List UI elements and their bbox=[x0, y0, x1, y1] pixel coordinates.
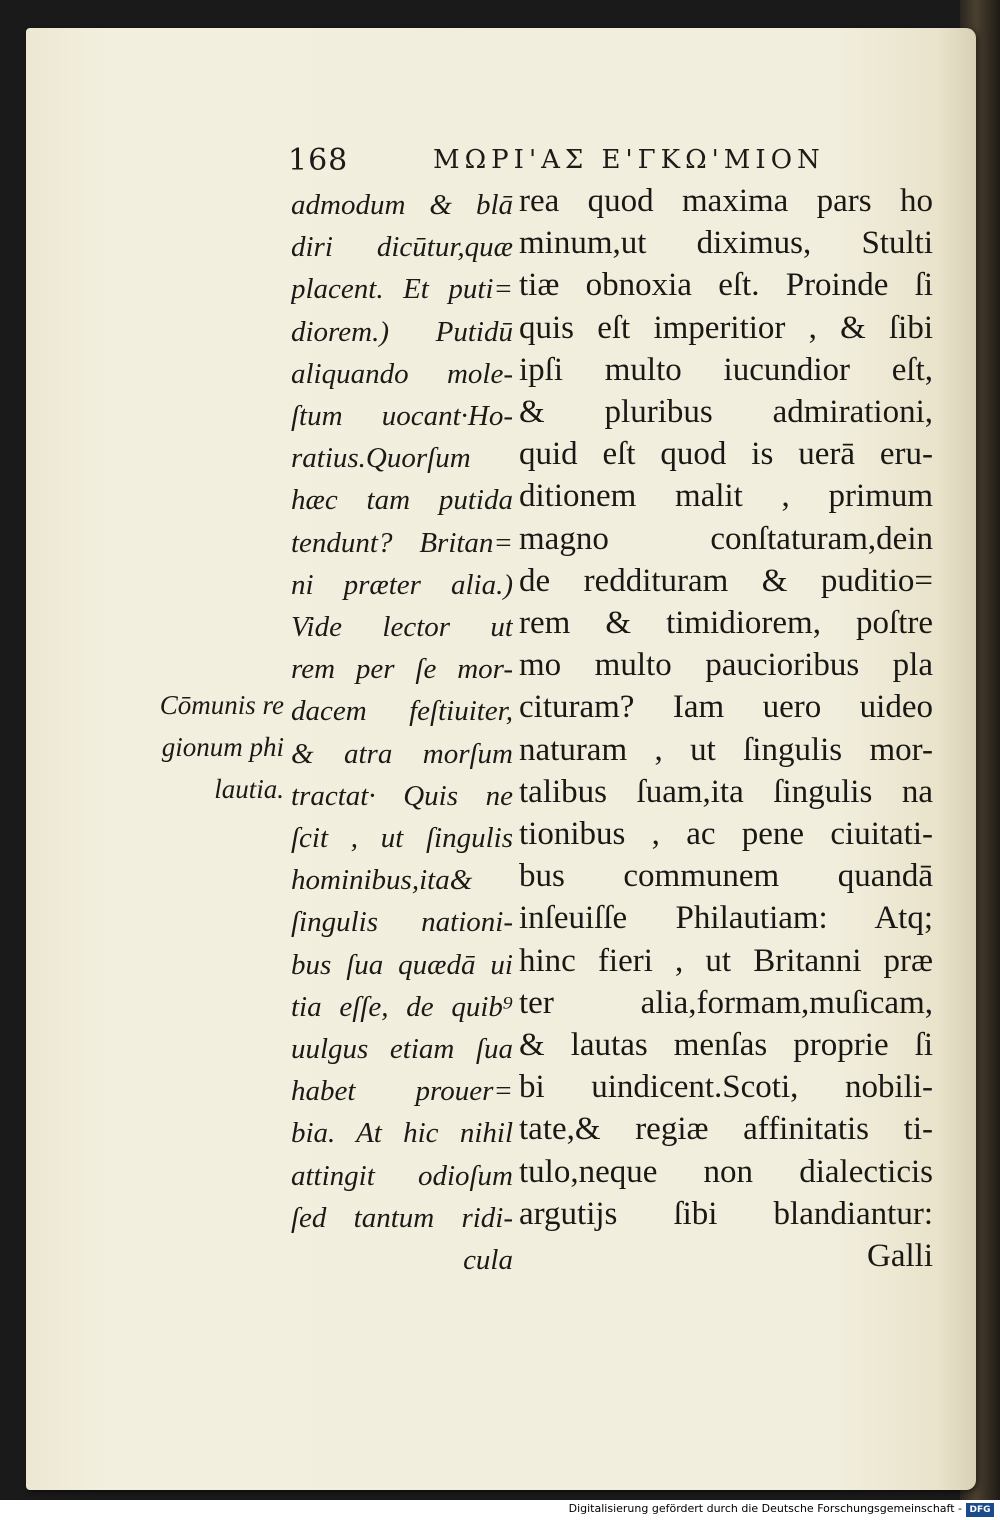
text-line: ipſi multo iucundior eſt, bbox=[519, 351, 933, 388]
text-line: ditionem malit , primum bbox=[519, 478, 933, 515]
text-line: bi uindicent.Scoti, nobili- bbox=[519, 1069, 933, 1106]
commentary-line: ſingulis nationi- bbox=[291, 906, 513, 939]
text-line: mo multo paucioribus pla bbox=[519, 647, 933, 684]
commentary-line: diri dicūtur,quæ bbox=[291, 231, 513, 264]
commentary-line: placent. Et puti= bbox=[291, 273, 513, 306]
commentary-line: tia eſſe, de quib⁹ bbox=[291, 990, 513, 1023]
text-line: de reddituram & puditio= bbox=[519, 562, 933, 599]
text-line: tionibus , ac pene ciuitati- bbox=[519, 816, 933, 853]
side-note-line: lautia. bbox=[214, 774, 284, 805]
side-note-line: Cōmunis re bbox=[159, 690, 284, 720]
footer-credit: Digitalisierung gefördert durch die Deutsche Forschungsgemeinschaft - bbox=[568, 1502, 962, 1515]
commentary-line: ratius.Quorſum bbox=[291, 442, 471, 475]
commentary-line: aliquando mole- bbox=[291, 357, 513, 390]
commentary-line: bus ſua quædā ui bbox=[291, 948, 513, 981]
running-head: ΜΩΡΙ'ΑΣ Ε'ΓΚΩ'ΜΙΟΝ bbox=[433, 145, 825, 175]
text-line: rem & timidiorem, poſtre bbox=[519, 605, 933, 642]
commentary-line: rem per ſe mor- bbox=[291, 653, 513, 686]
commentary-column bbox=[291, 184, 513, 1281]
commentary-line: tendunt? Britan= bbox=[291, 526, 513, 559]
side-note bbox=[134, 684, 284, 811]
text-line: inſeuiſſe Philautiam: Atq; bbox=[519, 900, 933, 937]
commentary-line: habet prouer= bbox=[291, 1075, 513, 1108]
commentary-line: ſcit , ut ſingulis bbox=[291, 822, 513, 855]
commentary-line: diorem.) Putidū bbox=[291, 315, 513, 348]
commentary-line: hominibus,ita& bbox=[291, 864, 473, 897]
dfg-logo-icon: DFG bbox=[966, 1503, 994, 1517]
text-line: cituram? Iam uero uideo bbox=[519, 689, 933, 726]
text-line: quid eſt quod is uerā eru- bbox=[519, 436, 933, 473]
text-line: ter alia,formam,muſicam, bbox=[519, 984, 933, 1021]
text-line: argutijs ſibi blandiantur: bbox=[519, 1195, 933, 1232]
main-text-column bbox=[519, 180, 933, 1277]
text-line: naturam , ut ſingulis mor- bbox=[519, 731, 933, 768]
commentary-line: hæc tam putida bbox=[291, 484, 513, 517]
footer-bar bbox=[0, 1500, 1000, 1520]
commentary-line: ſtum uocant·Ho- bbox=[291, 400, 513, 433]
commentary-line: cula bbox=[463, 1244, 513, 1277]
text-line: quis eſt imperitior , & ſibi bbox=[519, 309, 933, 346]
text-line: tulo,neque non dialecticis bbox=[519, 1153, 933, 1190]
side-note-line: gionum phi bbox=[161, 732, 284, 763]
text-line: & pluribus admirationi, bbox=[519, 394, 933, 431]
text-line: tiæ obnoxia eſt. Proinde ſi bbox=[519, 267, 933, 304]
commentary-line: bia. At hic nihil bbox=[291, 1117, 513, 1150]
text-line: & lautas menſas proprie ſi bbox=[519, 1027, 933, 1064]
text-line: Galli bbox=[867, 1238, 933, 1275]
text-line: tate,& regiæ affinitatis ti- bbox=[519, 1111, 933, 1148]
text-line: rea quod maxima pars ho bbox=[519, 183, 933, 219]
text-line: hinc fieri , ut Britanni præ bbox=[519, 942, 933, 979]
text-line: bus communem quandā bbox=[519, 858, 933, 895]
commentary-line: tractat· Quis ne bbox=[291, 779, 513, 812]
commentary-line: & atra morſum bbox=[291, 737, 513, 770]
commentary-line: ni præter alia.) bbox=[291, 568, 513, 601]
commentary-line: attingit odioſum bbox=[291, 1159, 513, 1192]
commentary-line: admodum & blā bbox=[291, 189, 513, 221]
page-number: 168 bbox=[288, 143, 349, 178]
commentary-line: dacem feſtiuiter, bbox=[291, 695, 513, 728]
commentary-line: uulgus etiam ſua bbox=[291, 1033, 513, 1066]
commentary-line: ſed tantum ridi- bbox=[291, 1201, 513, 1234]
text-line: magno conſtaturam,dein bbox=[519, 520, 933, 557]
text-line: talibus ſuam,ita ſingulis na bbox=[519, 773, 933, 810]
text-line: minum,ut diximus, Stulti bbox=[519, 225, 933, 262]
page-header bbox=[288, 143, 928, 183]
commentary-line: Vide lector ut bbox=[291, 611, 513, 644]
